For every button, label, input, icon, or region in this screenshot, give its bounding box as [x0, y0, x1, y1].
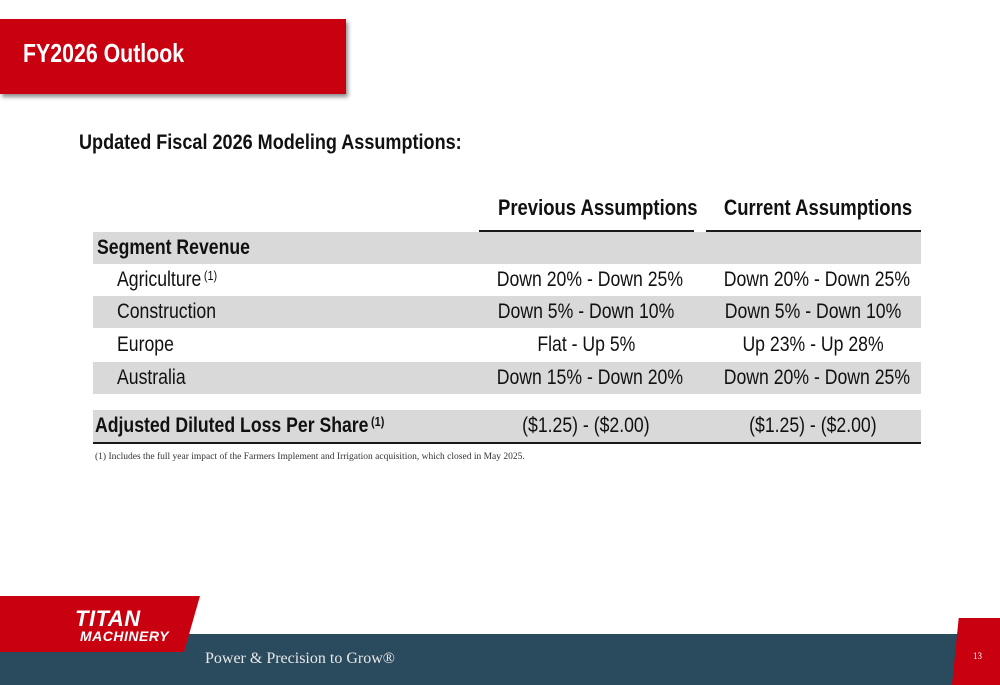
table-row [93, 329, 921, 361]
row-previous-value: Down 20% - Down 25% [496, 268, 684, 291]
table-row [93, 264, 921, 296]
segment-revenue-row [93, 232, 921, 264]
table-row [93, 362, 921, 394]
logo-text-machinery: MACHINERY [80, 628, 170, 644]
footnote: (1) Includes the full year impact of the Farmers Implement and Irrigation acquisition, which closed in May 2025. [95, 452, 525, 462]
eps-current-value: ($1.25) - ($2.00) [749, 414, 877, 437]
row-previous-value: Flat - Up 5% [536, 333, 636, 356]
eps-label: Adjusted Diluted Loss Per Share $^{(1)}$ [95, 414, 385, 437]
row-label: Australia [117, 366, 186, 389]
row-current-value: Down 20% - Down 25% [723, 366, 911, 389]
row-label: Europe [117, 333, 174, 356]
row-label: Agriculture $^{(1)}$ [117, 268, 218, 291]
row-current-value: Down 5% - Down 10% [724, 300, 902, 323]
segment-revenue-label: Segment Revenue [97, 236, 250, 259]
table-row [93, 296, 921, 328]
eps-row [93, 410, 921, 444]
page-number: 13 [973, 651, 982, 661]
eps-previous-value: ($1.25) - ($2.00) [522, 414, 650, 437]
row-label: Construction [117, 300, 217, 323]
row-previous-value: Down 15% - Down 20% [496, 366, 684, 389]
tagline: Power & Precision to Grow® [205, 650, 395, 667]
row-current-value: Up 23% - Up 28% [742, 333, 884, 356]
column-header-previous: Previous Assumptions [498, 195, 698, 220]
logo-text-titan: TITAN [75, 606, 141, 631]
slide-subtitle: Updated Fiscal 2026 Modeling Assumptions: [79, 131, 462, 154]
row-current-value: Down 20% - Down 25% [723, 268, 911, 291]
column-header-current: Current Assumptions [723, 195, 913, 220]
row-previous-value: Down 5% - Down 10% [497, 300, 675, 323]
slide-title: FY2026 Outlook [23, 38, 185, 68]
